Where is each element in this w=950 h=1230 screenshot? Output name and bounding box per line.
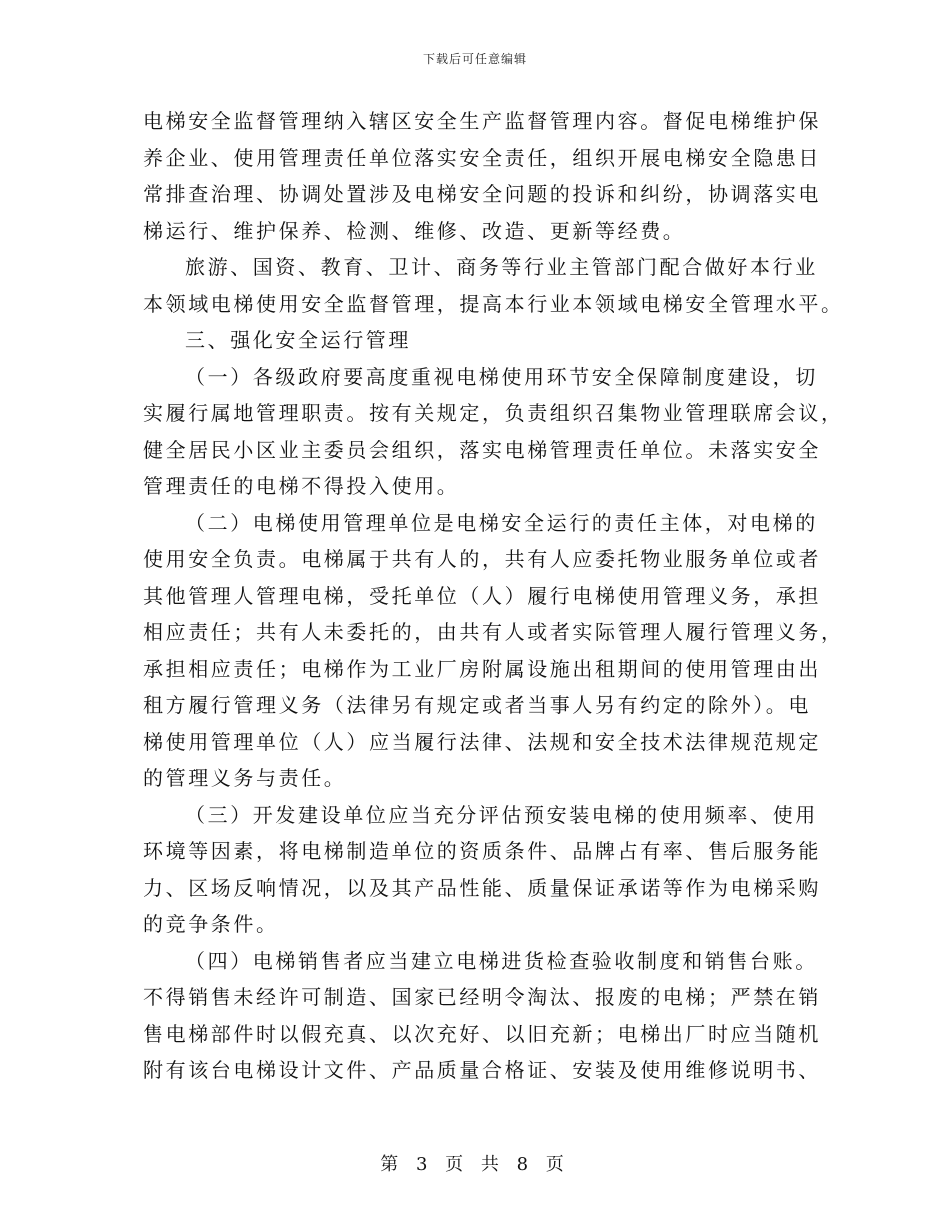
paragraph [143, 797, 821, 943]
text-line: 的竞争条件。 [143, 912, 279, 936]
text-line: 健全居民小区业主委员会组织，落实电梯管理责任单位。未落实安全 [143, 437, 821, 462]
paragraph [143, 249, 844, 322]
text-line: 常排查治理、协调处置涉及电梯安全问题的投诉和纠纷，协调落实电 [143, 182, 821, 206]
text-line: 实履行属地管理职责。按有关规定，负责组织召集物业管理联席会议， [143, 401, 844, 425]
section-heading-text: 三、强化安全运行管理 [185, 328, 411, 352]
text-line: 承担相应责任；电梯作为工业厂房附属设施出租期间的使用管理由出 [143, 656, 821, 681]
paragraph [143, 943, 821, 1089]
text-line: 电梯安全监督管理纳入辖区安全生产监督管理内容。督促电梯维护保 [143, 109, 821, 133]
text-line: 梯使用管理单位（人）应当履行法律、法规和安全技术法律规范规定 [143, 729, 821, 754]
text-line: 附有该台电梯设计文件、产品质量合格证、安装及使用维修说明书、 [143, 1058, 821, 1082]
text-line: 力、区场反响情况，以及其产品性能、质量保证承诺等作为电梯采购 [143, 875, 821, 900]
text-line: （二）电梯使用管理单位是电梯安全运行的责任主体，对电梯的 [185, 510, 818, 535]
text-line: 售电梯部件时以假充真、以次充好、以旧充新；电梯出厂时应当随机 [143, 1021, 821, 1046]
text-line: 使用安全负责。电梯属于共有人的，共有人应委托物业服务单位或者 [143, 547, 821, 571]
text-line: （四）电梯销售者应当建立电梯进货检查验收制度和销售台账。 [185, 948, 818, 973]
text-line: 养企业、使用管理责任单位落实安全责任，组织开展电梯安全隐患日 [143, 145, 821, 170]
text-line: 梯运行、维护保养、检测、维修、改造、更新等经费。 [143, 218, 686, 243]
paragraph [143, 103, 821, 249]
page-number: 第 3 页 共 8 页 [380, 1154, 570, 1175]
document-body [143, 103, 844, 1089]
text-line: 旅游、国资、教育、卫计、商务等行业主管部门配合做好本行业 [185, 255, 818, 279]
text-line: 本领域电梯使用安全监督管理，提高本行业本领域电梯安全管理水平。 [143, 291, 844, 316]
text-line: 相应责任；共有人未委托的，由共有人或者实际管理人履行管理义务， [143, 620, 844, 644]
section-heading [143, 322, 815, 359]
text-line: （一）各级政府要高度重视电梯使用环节安全保障制度建设，切 [185, 364, 818, 389]
paragraph [143, 359, 844, 505]
text-line: 管理责任的电梯不得投入使用。 [143, 474, 460, 498]
text-line: 的管理义务与责任。 [143, 766, 347, 790]
text-line: （三）开发建设单位应当充分评估预安装电梯的使用频率、使用 [185, 802, 818, 827]
text-line: 不得销售未经许可制造、国家已经明令淘汰、报废的电梯；严禁在销 [143, 985, 821, 1009]
text-line: 租方履行管理义务（法律另有规定或者当事人另有约定的除外）。电 [143, 693, 811, 717]
text-line: 环境等因素，将电梯制造单位的资质条件、品牌占有率、售后服务能 [143, 839, 821, 863]
paragraph [143, 505, 844, 797]
text-line: 其他管理人管理电梯，受托单位（人）履行电梯使用管理义务，承担 [143, 583, 821, 608]
page-header-note: 下载后可任意编辑 [422, 52, 527, 66]
